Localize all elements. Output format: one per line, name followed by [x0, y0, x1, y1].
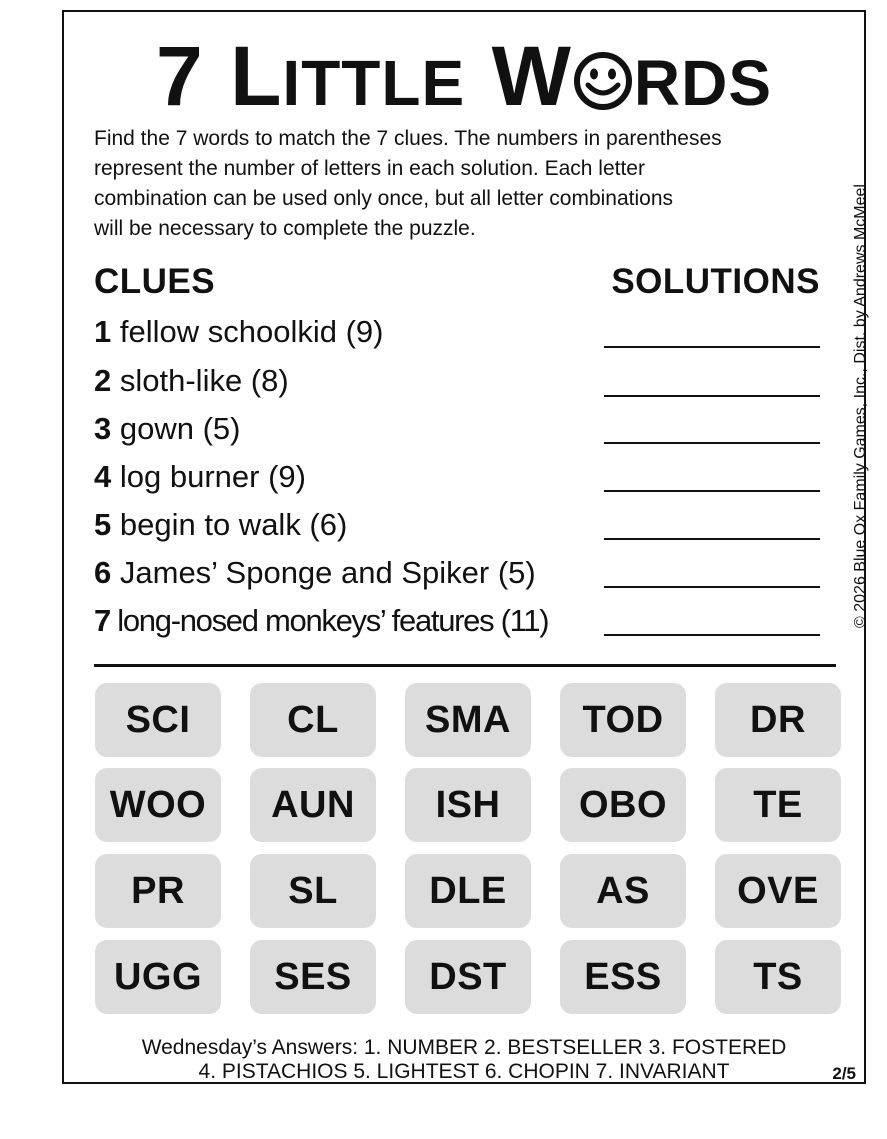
letter-tile[interactable]: DR	[715, 683, 841, 757]
previous-answers	[64, 1036, 864, 1084]
clue-5	[94, 509, 347, 540]
clue-text: long-nosed monkeys’ features (11)	[117, 603, 549, 638]
instructions-line: will be necessary to complete the puzzle.	[94, 217, 476, 240]
letter-tile[interactable]: AS	[560, 854, 686, 928]
clue-6	[94, 557, 536, 588]
instructions	[94, 124, 844, 244]
solution-blank-1[interactable]	[604, 346, 820, 348]
clue-text: fellow schoolkid (9)	[119, 314, 384, 349]
clue-2	[94, 365, 289, 396]
clue-number: 1	[94, 314, 112, 349]
divider-rule	[94, 664, 836, 667]
clue-number: 4	[94, 459, 112, 494]
letter-tile[interactable]: DST	[405, 940, 531, 1014]
puzzle-panel	[62, 10, 869, 1084]
solution-blank-5[interactable]	[604, 538, 820, 540]
letter-tile[interactable]: OBO	[560, 768, 686, 842]
letter-tile[interactable]: SES	[250, 940, 376, 1014]
answers-line: Wednesday’s Answers: 1. NUMBER 2. BESTSELLER 3. FOSTERED	[141, 1036, 787, 1059]
letter-tile[interactable]: ISH	[405, 768, 531, 842]
letter-tile[interactable]: SMA	[405, 683, 531, 757]
copyright-credit	[852, 142, 870, 670]
solution-blank-3[interactable]	[604, 442, 820, 444]
letter-tile[interactable]: TE	[715, 768, 841, 842]
letter-tile[interactable]: TS	[715, 940, 841, 1014]
title-initial-l: L	[230, 29, 283, 123]
letter-tile[interactable]: CL	[250, 683, 376, 757]
solutions-header: SOLUTIONS	[611, 262, 820, 301]
letter-tile[interactable]: SL	[250, 854, 376, 928]
smiley-face-icon	[573, 51, 633, 111]
letter-tile[interactable]: OVE	[715, 854, 841, 928]
clue-text: sloth-like (8)	[119, 363, 289, 398]
solution-blank-4[interactable]	[604, 490, 820, 492]
clue-7	[94, 605, 548, 636]
letter-tile[interactable]: AUN	[250, 768, 376, 842]
clue-text: gown (5)	[119, 411, 241, 446]
clue-number: 7	[94, 603, 110, 638]
puzzle-title	[64, 29, 864, 123]
clue-3	[94, 413, 240, 444]
title-rest-rds: RDS	[633, 47, 773, 119]
answers-line: 4. PISTACHIOS 5. LIGHTEST 6. CHOPIN 7. INVARIANT	[198, 1060, 730, 1083]
page-number: 2/5	[832, 1064, 856, 1083]
clue-text: begin to walk (6)	[119, 507, 348, 542]
clue-number: 2	[94, 363, 112, 398]
letter-tile[interactable]: UGG	[95, 940, 221, 1014]
clue-number: 5	[94, 507, 112, 542]
clue-number: 6	[94, 555, 112, 590]
letter-tile[interactable]: WOO	[95, 768, 221, 842]
letter-tile[interactable]: DLE	[405, 854, 531, 928]
letter-tile[interactable]: SCI	[95, 683, 221, 757]
letter-tile[interactable]: ESS	[560, 940, 686, 1014]
title-initial-w: W	[491, 29, 572, 123]
copyright-text: © 2026 Blue Ox Family Games, Inc., Dist. by Andrews McMeel	[852, 184, 869, 628]
title-number: 7	[155, 29, 204, 123]
title-rest-ittle: ITTLE	[282, 47, 466, 119]
clue-text: James’ Sponge and Spiker (5)	[119, 555, 536, 590]
instructions-line: combination can be used only once, but all letter combinations	[94, 187, 674, 210]
letter-tile[interactable]: TOD	[560, 683, 686, 757]
instructions-line: Find the 7 words to match the 7 clues. The numbers in parentheses	[94, 127, 722, 150]
solution-blank-2[interactable]	[604, 395, 820, 397]
clues-header: CLUES	[94, 262, 216, 301]
clue-1	[94, 316, 383, 347]
clue-text: log burner (9)	[119, 459, 306, 494]
solution-blank-6[interactable]	[604, 586, 820, 588]
letter-tile[interactable]: PR	[95, 854, 221, 928]
solution-blank-7[interactable]	[604, 634, 820, 636]
clue-4	[94, 461, 306, 492]
clue-number: 3	[94, 411, 112, 446]
instructions-line: represent the number of letters in each solution. Each letter	[94, 157, 645, 180]
